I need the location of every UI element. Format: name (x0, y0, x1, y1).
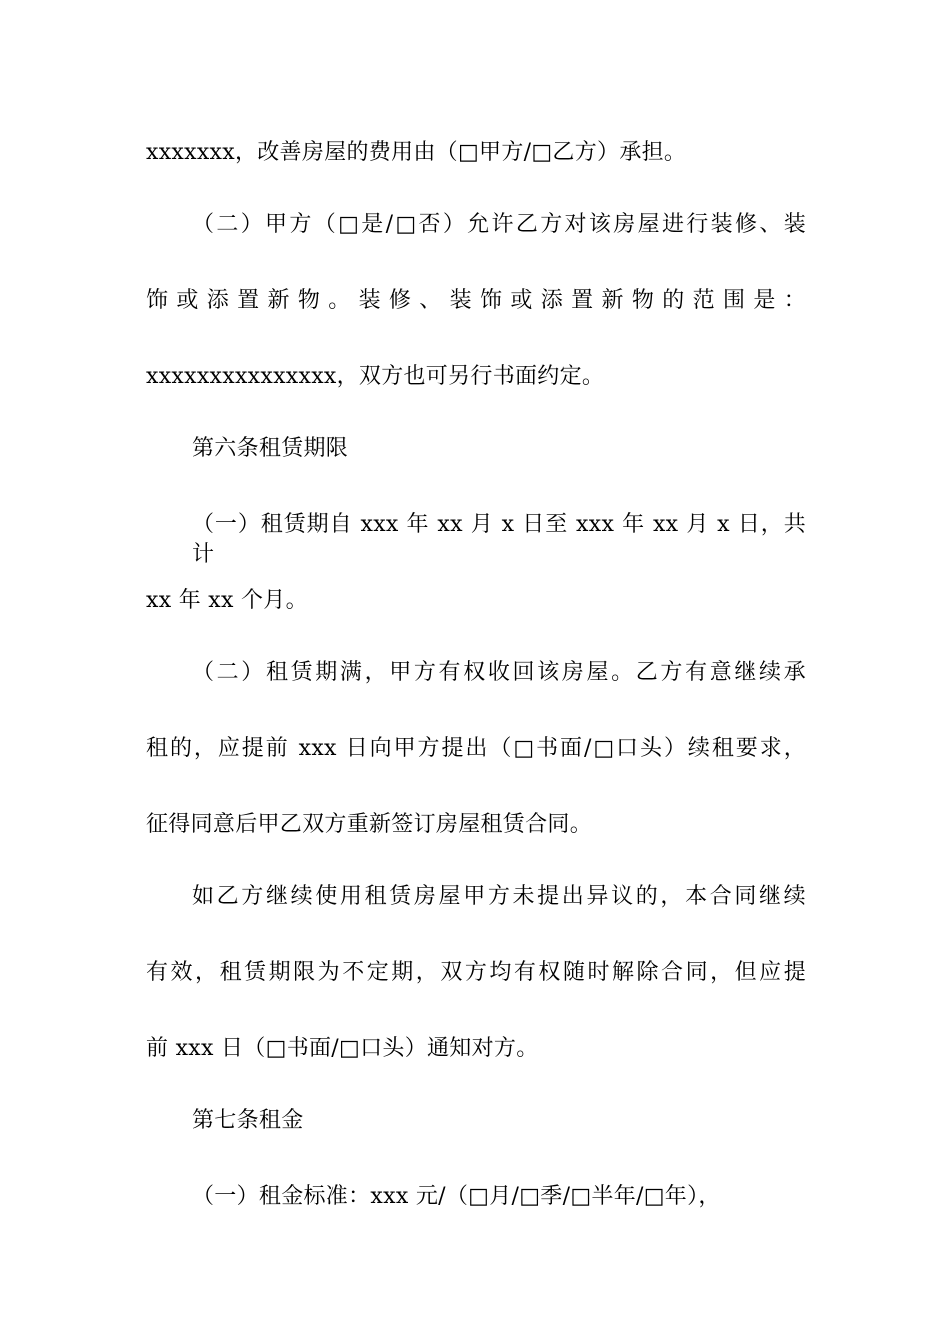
text-line-15: （一）租金标准：xxx 元/（□月/□季/□半年/□年）， (192, 1184, 721, 1209)
text-line-9: 租的，应提前 xxx 日向甲方提出（□书面/□口头）续租要求， (146, 736, 806, 761)
text-line-12: 有效，租赁期限为不定期，双方均有权随时解除合同，但应提 (146, 960, 806, 985)
text-line-1: xxxxxxx，改善房屋的费用由（□甲方/□乙方）承担。 (146, 140, 687, 165)
text-line-10: 征得同意后甲乙双方重新签订房屋租赁合同。 (146, 812, 593, 837)
text-line-7: xx 年 xx 个月。 (146, 588, 308, 613)
text-line-3: 饰或添置新物。装修、装饰或添置新物的范围是： (146, 288, 806, 313)
text-line-8: （二）租赁期满，甲方有权收回该房屋。乙方有意继续承 (192, 660, 806, 685)
section-heading-7: 第七条租金 (192, 1108, 304, 1133)
text-line-2: （二）甲方（□是/□否）允许乙方对该房屋进行装修、装 (192, 212, 806, 237)
text-line-4: xxxxxxxxxxxxxxx，双方也可另行书面约定。 (146, 364, 605, 389)
text-line-11: 如乙方继续使用租赁房屋甲方未提出异议的，本合同继续 (192, 884, 806, 909)
text-line-13: 前 xxx 日（□书面/□口头）通知对方。 (146, 1036, 539, 1061)
section-heading-6: 第六条租赁期限 (192, 436, 349, 461)
text-line-6: （一）租赁期自 xxx 年 xx 月 x 日至 xxx 年 xx 月 x 日，共计 (192, 512, 806, 567)
